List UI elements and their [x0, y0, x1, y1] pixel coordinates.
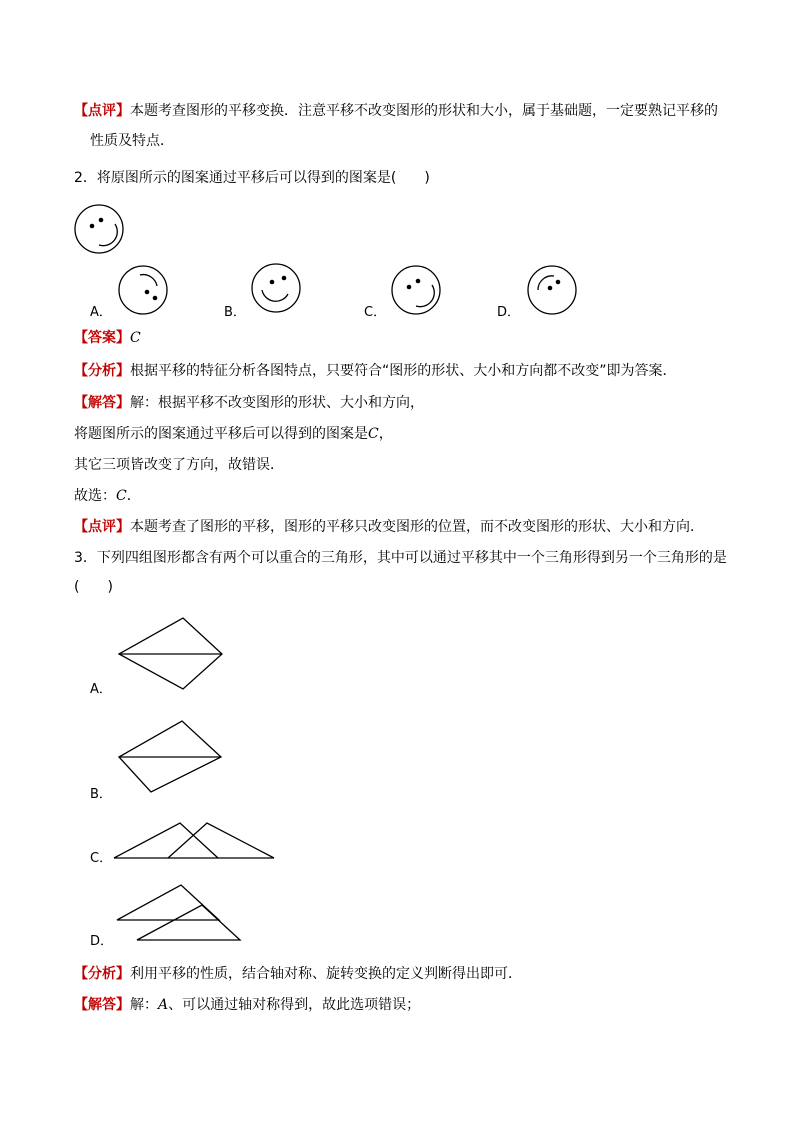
question-3-option-b-label[interactable]: B．: [90, 787, 112, 802]
question-2-stem: 2．将原图所示的图案通过平移后可以得到的图案是( ): [74, 170, 430, 186]
question-2-option-a-label[interactable]: A．: [90, 305, 112, 320]
review-text: 本题考查图形的平移变换．注意平移不改变图形的形状和大小，属于基础题，一定要熟记平移的: [130, 103, 718, 119]
question-2-choice: 故选：C．: [74, 488, 141, 504]
question-2-solution-line-2: 将题图所示的图案通过平移后可以得到的图案是C，: [74, 426, 393, 442]
question-3-solution: 【解答】解：A、可以通过轴对称得到，故此选项错误；: [74, 997, 421, 1013]
review-1-line-1: [74, 101, 718, 121]
question-2-option-d-label[interactable]: D．: [497, 305, 521, 320]
question-3-option-a-figure: [117, 617, 227, 692]
question-3-option-d-label[interactable]: D．: [90, 934, 114, 949]
question-2-option-c-label[interactable]: C．: [364, 305, 387, 320]
question-2-original-figure: [75, 205, 125, 253]
question-3-stem-line-2: ( ): [74, 579, 113, 595]
question-2-answer: 【答案】C: [74, 330, 141, 346]
question-2-option-a-figure: [119, 266, 169, 314]
question-3-option-d-figure: [113, 883, 247, 945]
review-tag: 【点评】: [74, 103, 130, 119]
answer-value: C: [130, 330, 141, 346]
question-3-analysis: 【分析】利用平移的性质，结合轴对称、旋转变换的定义判断得出即可．: [74, 966, 522, 982]
question-2-solution-line-1: 【解答】解：根据平移不改变图形的形状、大小和方向，: [74, 395, 424, 411]
question-3-option-c-figure: [112, 821, 278, 863]
question-2-option-c-figure: [392, 266, 442, 314]
question-2-solution-line-3: 其它三项皆改变了方向，故错误．: [74, 457, 284, 473]
question-2-option-b-label[interactable]: B．: [224, 305, 246, 320]
review-1-line-2: [90, 131, 174, 151]
question-3-option-b-figure: [117, 720, 227, 795]
question-3-stem-line-1: 3．下列四组图形都含有两个可以重合的三角形，其中可以通过平移其中一个三角形得到另一个三角形的是: [74, 550, 727, 566]
question-2-option-b-figure: [252, 264, 302, 312]
review-text-cont: 性质及特点．: [90, 133, 174, 149]
question-3-option-c-label[interactable]: C．: [90, 851, 113, 866]
question-2-option-d-figure: [528, 266, 578, 314]
question-2-review: 【点评】本题考查了图形的平移，图形的平移只改变图形的位置，而不改变图形的形状、大小和方向．: [74, 519, 704, 535]
question-3-option-a-label[interactable]: A．: [90, 682, 112, 697]
question-2-analysis: 【分析】根据平移的特征分析各图特点，只要符合“图形的形状、大小和方向都不改变”即为答案．: [74, 363, 677, 379]
